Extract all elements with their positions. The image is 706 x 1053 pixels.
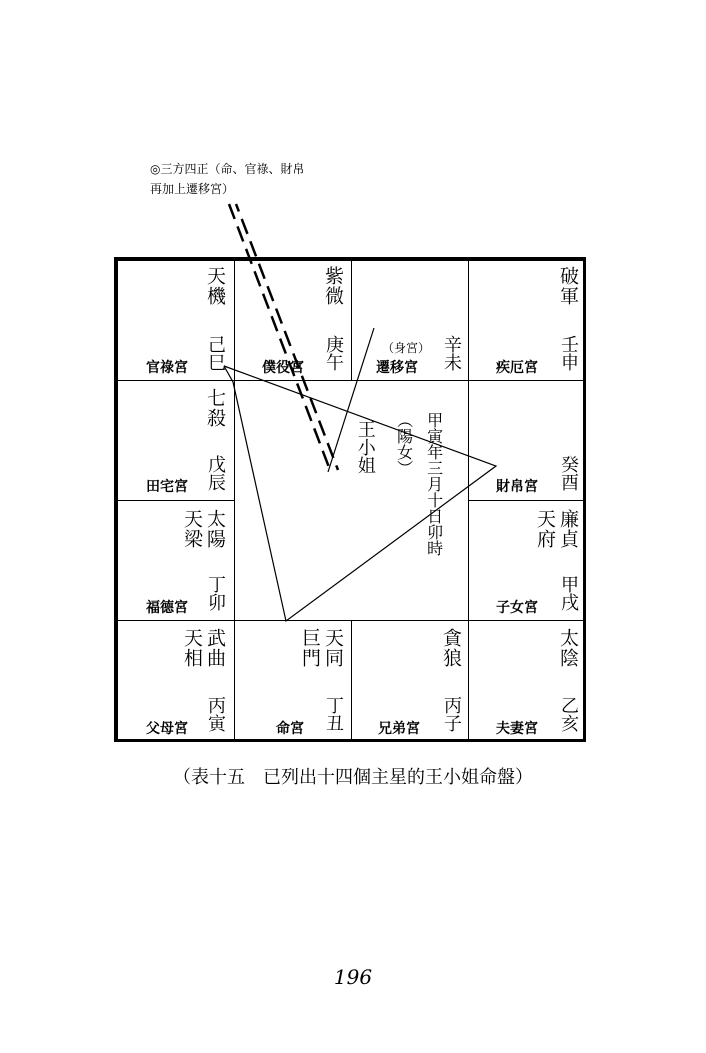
center-person-name: 王小姐: [354, 420, 376, 474]
ganzhi-chou: 丁丑: [323, 696, 344, 732]
ganzhi-zi: 丙子: [441, 696, 462, 732]
palace-name-shen: 疾厄宮: [496, 360, 538, 376]
center-birth-info: 甲寅年三月十日卯時: [424, 412, 444, 556]
figure-caption: （表十五 已列出十四個主星的王小姐命盤）: [173, 767, 533, 788]
palace-name-si: 官祿宮: [146, 360, 188, 376]
palace-name-xu: 子女宮: [496, 600, 538, 616]
palace-name-zi: 兄弟宮: [378, 721, 420, 737]
page-number: 196: [333, 965, 373, 989]
stars-yin-right: 武曲: [204, 628, 226, 668]
stars-chen: 七殺: [204, 388, 226, 428]
wei-line: [328, 328, 374, 472]
stars-shen: 破軍: [557, 266, 579, 306]
palace-name-chou: 命宮: [276, 721, 304, 737]
palace-name-wu: 僕役宮: [262, 360, 304, 376]
stars-yin-left: 天相: [181, 628, 203, 668]
ganzhi-wu: 庚午: [323, 335, 344, 371]
note-line-2: 再加上遷移宮）: [150, 182, 235, 196]
body-palace-marker: （身宮）: [382, 341, 431, 355]
stars-xu-right: 廉貞: [557, 509, 579, 549]
sanfang-triangle: [224, 366, 496, 621]
stars-chou-right: 天同: [322, 628, 344, 668]
stars-xu-left: 天府: [534, 509, 556, 549]
palace-name-you: 財帛宮: [496, 479, 538, 495]
ganzhi-xu: 甲戌: [558, 575, 579, 611]
ganzhi-hai: 乙亥: [558, 696, 579, 732]
ganzhi-si: 己巳: [205, 335, 226, 371]
ganzhi-you: 癸酉: [558, 455, 579, 491]
stars-chou-left: 巨門: [299, 628, 321, 668]
note-line-1: ◎三方四正（命、官祿、財帛: [150, 162, 305, 176]
palace-name-mao: 福德宮: [146, 600, 188, 616]
palace-name-hai: 夫妻宮: [496, 721, 538, 737]
palace-name-yin: 父母宮: [146, 721, 188, 737]
stars-wu: 紫微: [322, 266, 344, 306]
stars-mao-left: 天梁: [181, 509, 203, 549]
ganzhi-wei: 辛未: [441, 335, 462, 371]
stars-zi: 貪狼: [440, 628, 462, 668]
pointer-dash-2: [236, 204, 338, 470]
center-gender: （陽女）: [394, 412, 414, 476]
palace-name-wei: 遷移宮: [376, 360, 418, 376]
ganzhi-mao: 丁卯: [205, 575, 226, 611]
stars-mao-right: 太陽: [204, 509, 226, 549]
ganzhi-yin: 丙寅: [205, 696, 226, 732]
palace-name-chen: 田宅宮: [146, 479, 188, 495]
stars-si: 天機: [204, 266, 226, 306]
stars-hai: 太陰: [557, 628, 579, 668]
ganzhi-chen: 戊辰: [205, 455, 226, 491]
ganzhi-shen: 壬申: [558, 335, 579, 371]
